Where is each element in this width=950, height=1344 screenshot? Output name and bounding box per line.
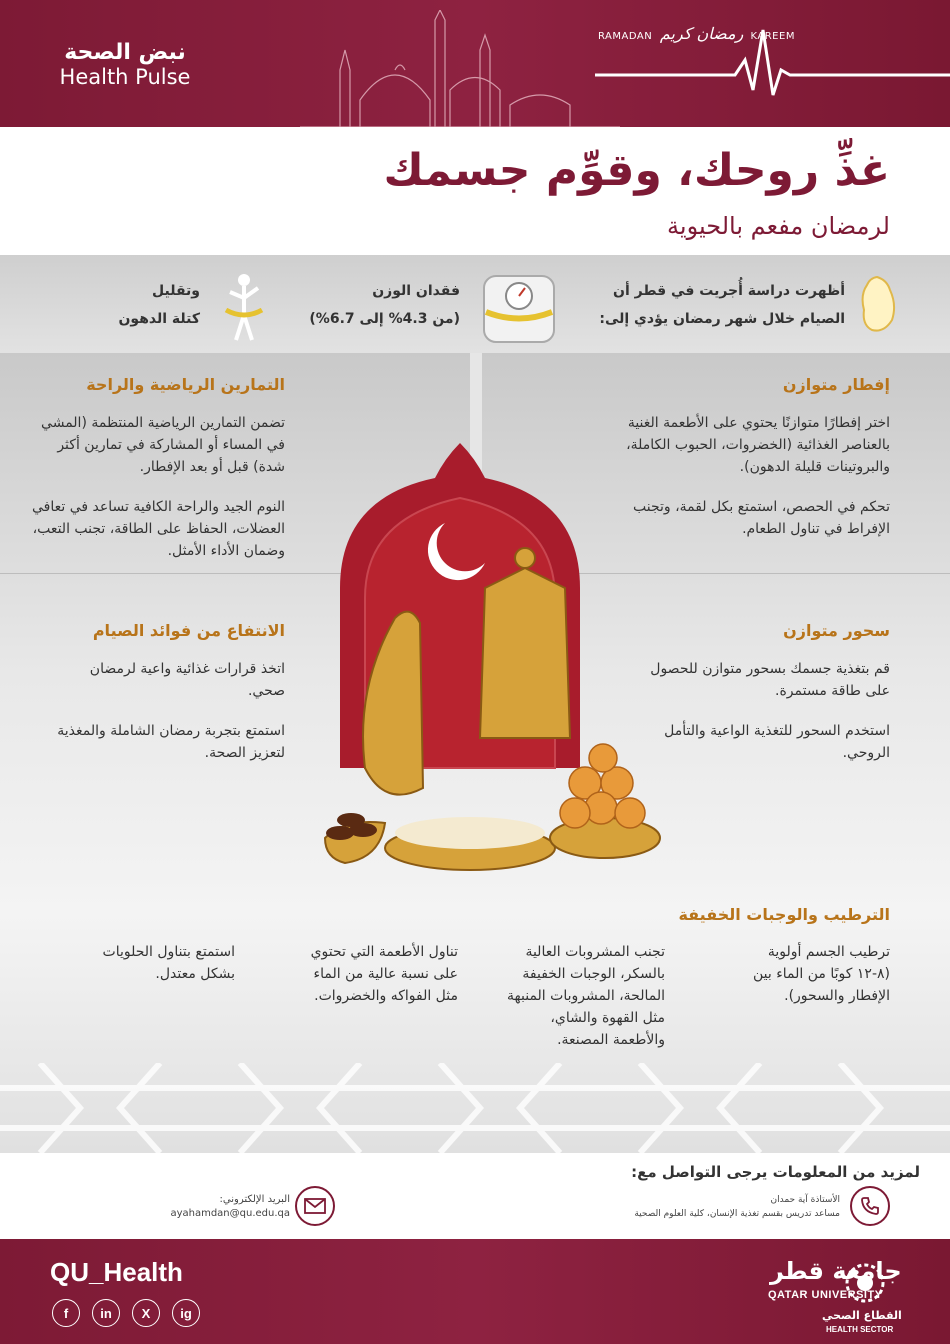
fasting-benefit-panel — [55, 621, 285, 782]
hydration-text-2: تجنب المشروبات العالية بالسكر، الوجبات الخفيفة المالحة، المشروبات المنبهة مثل القهوة والشاي، والأطعمة المصنعة. — [507, 944, 665, 1048]
iftar-text-2: تحكم في الحصص، استمتع بكل لقمة، وتجنب الإفراط في تناول الطعام. — [632, 499, 890, 537]
brand-english: Health Pulse — [59, 65, 191, 89]
suhoor-heading: سحور متوازن — [783, 621, 890, 640]
hydration-text-4: استمتع بتناول الحلويات بشكل معتدل. — [102, 944, 235, 982]
hydration-col-1 — [740, 941, 890, 1025]
slim-figure-icon — [222, 270, 267, 345]
fat-reduction-stat — [118, 277, 200, 333]
weight-loss-label: فقدان الوزن — [372, 283, 460, 299]
suhoor-text-1: قم بتغذية جسمك بسحور متوازن للحصول على طاقة مستمرة. — [650, 661, 890, 699]
exercise-text-2: النوم الجيد والراحة الكافية تساعد في تعافي العضلات، الحفاظ على الطاقة، تجنب التعب، وضمان الأداء الأمثل. — [31, 499, 285, 559]
islamic-pattern-band — [0, 1063, 950, 1153]
contact-person-name: الأستاذة آية حمدان — [770, 1195, 840, 1205]
title-section — [0, 127, 950, 255]
ramadan-kareem-logo — [598, 24, 795, 43]
qatar-university-en: QATAR UNIVERSITY — [768, 1289, 883, 1301]
health-sector-en: HEALTH SECTOR — [826, 1325, 894, 1334]
phone-icon[interactable] — [850, 1186, 890, 1226]
exercise-heading: التمارين الرياضية والراحة — [86, 375, 285, 394]
hydration-heading: الترطيب والوجبات الخفيفة — [678, 905, 890, 924]
iftar-heading: إفطار متوازن — [782, 375, 890, 394]
study-intro-line2: الصيام خلال شهر رمضان يؤدي إلى: — [599, 311, 845, 327]
social-handle[interactable]: QU_Health — [50, 1257, 183, 1287]
contact-email — [160, 1193, 290, 1221]
exercise-panel — [25, 375, 285, 580]
qatar-map-icon — [852, 275, 902, 335]
hydration-col-3 — [288, 941, 458, 1025]
weight-loss-range: (من 4.3% إلى 6.7%) — [309, 311, 460, 327]
ramadan-ar: رمضان كريم — [659, 24, 744, 43]
brand-arabic: نبض الصحة — [64, 40, 186, 65]
page-title: غذِّ روحك، وقوِّم جسمك — [383, 145, 890, 196]
email-icon[interactable] — [295, 1186, 335, 1226]
study-intro — [599, 277, 845, 333]
instagram-icon[interactable]: ig — [172, 1299, 200, 1327]
page-subtitle: لرمضان مفعم بالحيوية — [667, 212, 890, 240]
ramadan-en-left: RAMADAN — [598, 31, 653, 42]
hydration-text-3: تناول الأطعمة التي تحتوي على نسبة عالية من الماء مثل الفواكه والخضروات. — [310, 944, 458, 1004]
hydration-text-1: ترطيب الجسم أولوية (٨-١٢ كوبًا من الماء بين الإفطار والسحور). — [752, 944, 890, 1004]
study-intro-line1: أظهرت دراسة أُجريت في قطر أن — [613, 283, 845, 299]
suhoor-text-2: استخدم السحور للتغذية الواعية والتأمل الروحي. — [664, 723, 890, 761]
email-label: البريد الإلكتروني: — [219, 1194, 290, 1205]
contact-person-title: مساعد تدريس بقسم تغذية الإنسان، كلية العلوم الصحية — [634, 1209, 840, 1219]
iftar-text-1: اختر إفطارًا متوازنًا يحتوي على الأطعمة الغنية بالعناصر الغذائية (الخضروات، الحبوب الكاملة، والبروتينات قليلة الدهون). — [626, 415, 890, 475]
exercise-text-1: تضمن التمارين الرياضية المنتظمة (المشي في المساء أو المشاركة في تمارين أكثر شدة) قبل أو بعد الإفطار. — [41, 415, 285, 475]
mosque-outline-icon — [300, 10, 620, 127]
ramadan-lantern-illustration — [285, 438, 670, 878]
main-content — [0, 353, 950, 1153]
x-icon[interactable]: X — [132, 1299, 160, 1327]
hydration-panel — [490, 905, 890, 942]
hydration-col-4 — [65, 941, 235, 1003]
fat-reduction-label2: كتلة الدهون — [118, 311, 200, 327]
fasting-benefit-heading: الانتفاع من فوائد الصيام — [92, 621, 285, 640]
header-banner — [0, 0, 950, 127]
contact-person — [634, 1193, 840, 1221]
weight-loss-stat — [309, 277, 460, 333]
footer — [0, 1239, 950, 1344]
hydration-col-2 — [495, 941, 665, 1069]
health-pulse-brand — [50, 40, 200, 89]
facebook-icon[interactable]: f — [52, 1299, 80, 1327]
study-results-bar — [0, 255, 950, 353]
qatar-university-ar: جامعة قطر — [770, 1257, 902, 1285]
fat-reduction-label1: وتقليل — [152, 283, 200, 299]
contact-section — [0, 1153, 950, 1239]
email-address[interactable]: ayahamdan@qu.edu.qa — [170, 1208, 290, 1219]
linkedin-icon[interactable]: in — [92, 1299, 120, 1327]
scale-icon — [480, 270, 558, 345]
contact-label: لمزيد من المعلومات يرجى التواصل مع: — [631, 1163, 920, 1181]
fasting-benefit-text-2: استمتع بتجربة رمضان الشاملة والمغذية لتعزيز الصحة. — [57, 723, 285, 761]
health-sector-ar: القطاع الصحي — [822, 1309, 902, 1322]
ramadan-en-right: KAREEM — [750, 31, 795, 42]
fasting-benefit-text-1: اتخذ قرارات غذائية واعية لرمضان صحي. — [89, 661, 285, 699]
